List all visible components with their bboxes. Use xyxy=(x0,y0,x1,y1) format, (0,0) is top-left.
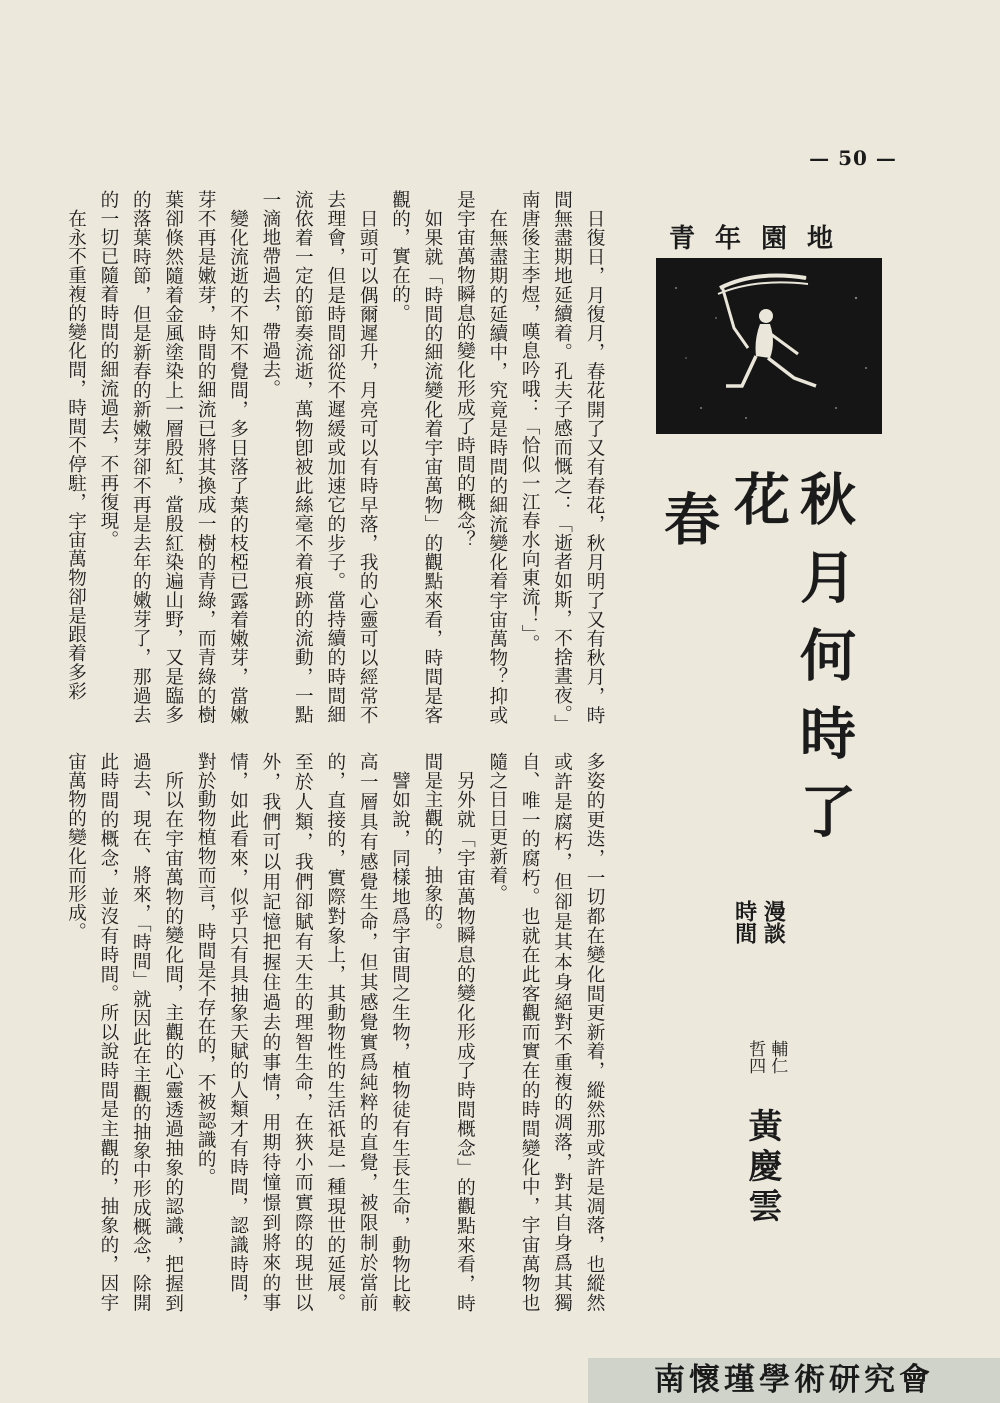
body-paragraph: 所以在宇宙萬物的變化間，主觀的心靈透過抽象的認識，把握到過去、現在、將來，「時間」就因此在主觀的抽象中形成概念，除開此時間的概念，並沒有時間。所以說時間是主觀的，抽象的，因宇宙萬物的變化而形成。 xyxy=(65,752,184,1312)
body-paragraph: 日復日，月復月，春花開了又有春花，秋月明了又有秋月，時間無盡期地延續着。孔夫子感而慨之：「逝者如斯，不捨晝夜。」南唐後主李煜，嘆息吟哦：「恰似一江春水向東流！」。 xyxy=(519,190,605,724)
column-name: 青年園地 xyxy=(668,224,853,254)
affiliation-line: 輔仁 xyxy=(767,1040,788,1074)
running-figure-illustration xyxy=(656,258,882,434)
page-number: — 50 — xyxy=(809,146,897,170)
article-body-bottom xyxy=(65,752,610,1312)
article-title-line-1: 秋月何時了 xyxy=(791,470,857,860)
body-paragraph: 變化流逝的不知不覺間，多日落了葉的枝椏已露着嫩芽，當嫩芽不再是嫩芽，時間的細流已將其換成一樹的青綠，而青綠的樹葉卻倏然隨着金風塗染上一層殷紅，當殷紅染遍山野，又是臨多的落葉時節，但是新春的新嫩芽卻不再是去年的嫩芽了，那過去的一切已隨着時間的細流過去，不再復現。 xyxy=(97,190,249,724)
series-label-line: 時間 xyxy=(731,900,758,944)
author-affiliation xyxy=(744,1040,788,1100)
article-title-line-2: 花 xyxy=(725,470,791,548)
series-label xyxy=(730,900,787,980)
body-paragraph: 在永不重複的變化間，時間不停駐，宇宙萬物卻是跟着多彩 xyxy=(65,208,87,700)
body-paragraph: 在無盡期的延續中，究竟是時間的細流變化着宇宙萬物？抑或是宇宙萬物瞬息的變化形成了時間的概念？ xyxy=(454,190,508,724)
body-paragraph: 另外就「宇宙萬物瞬息的變化形成了時間概念」的觀點來看，時間是主觀的，抽象的。 xyxy=(421,752,476,1312)
body-paragraph: 如果就「時間的細流變化着宇宙萬物」的觀點來看，時間是客觀的，實在的。 xyxy=(389,190,443,724)
series-label-line: 漫談 xyxy=(760,900,787,944)
watermark-banner: 南懷瑾學術研究會 xyxy=(588,1358,1000,1403)
body-paragraph: 日頭可以偶爾遲升，月亮可以有時早落，我的心靈可以經常不去理會，但是時間卻從不遲緩或加速它的步子。當持續的時間細流依着一定的節奏流逝，萬物卽被此絲毫不着痕跡的流動，一點一滴地帶過去，帶過去。 xyxy=(259,190,379,724)
article-title-line-3: 春 xyxy=(655,490,721,546)
author-name: 黃慶雲 xyxy=(742,1108,782,1228)
article-body-top xyxy=(65,190,610,724)
body-paragraph: 譬如說，同樣地爲宇宙間之生物，植物徒有生長生命，動物比較高一層具有感覺生命，但其感覺實爲純粹的直覺，被限制於當前的，直接的，實際對象上，其動物性的生活祇是一種現世的延展。至於人類，我們卻賦有天生的理智生命，在狹小而實際的現世以外，我們可以用記憶把握住過去的事情，用期待憧憬到將來的事情，如此看來，似乎只有具抽象天賦的人類才有時間，認識時間，對於動物植物而言，時間是不存在的，不被認識的。 xyxy=(195,752,411,1312)
affiliation-line: 哲四 xyxy=(745,1040,766,1074)
body-paragraph: 多姿的更迭，一切都在變化間更新着，縱然那或許是凋落，也縱然或許是腐朽，但卻是其本身絕對不重複的凋落，對其自身爲其獨自、唯一的腐朽。也就在此客觀而實在的時間變化中，宇宙萬物也隨之日日更新着。 xyxy=(486,752,605,1312)
